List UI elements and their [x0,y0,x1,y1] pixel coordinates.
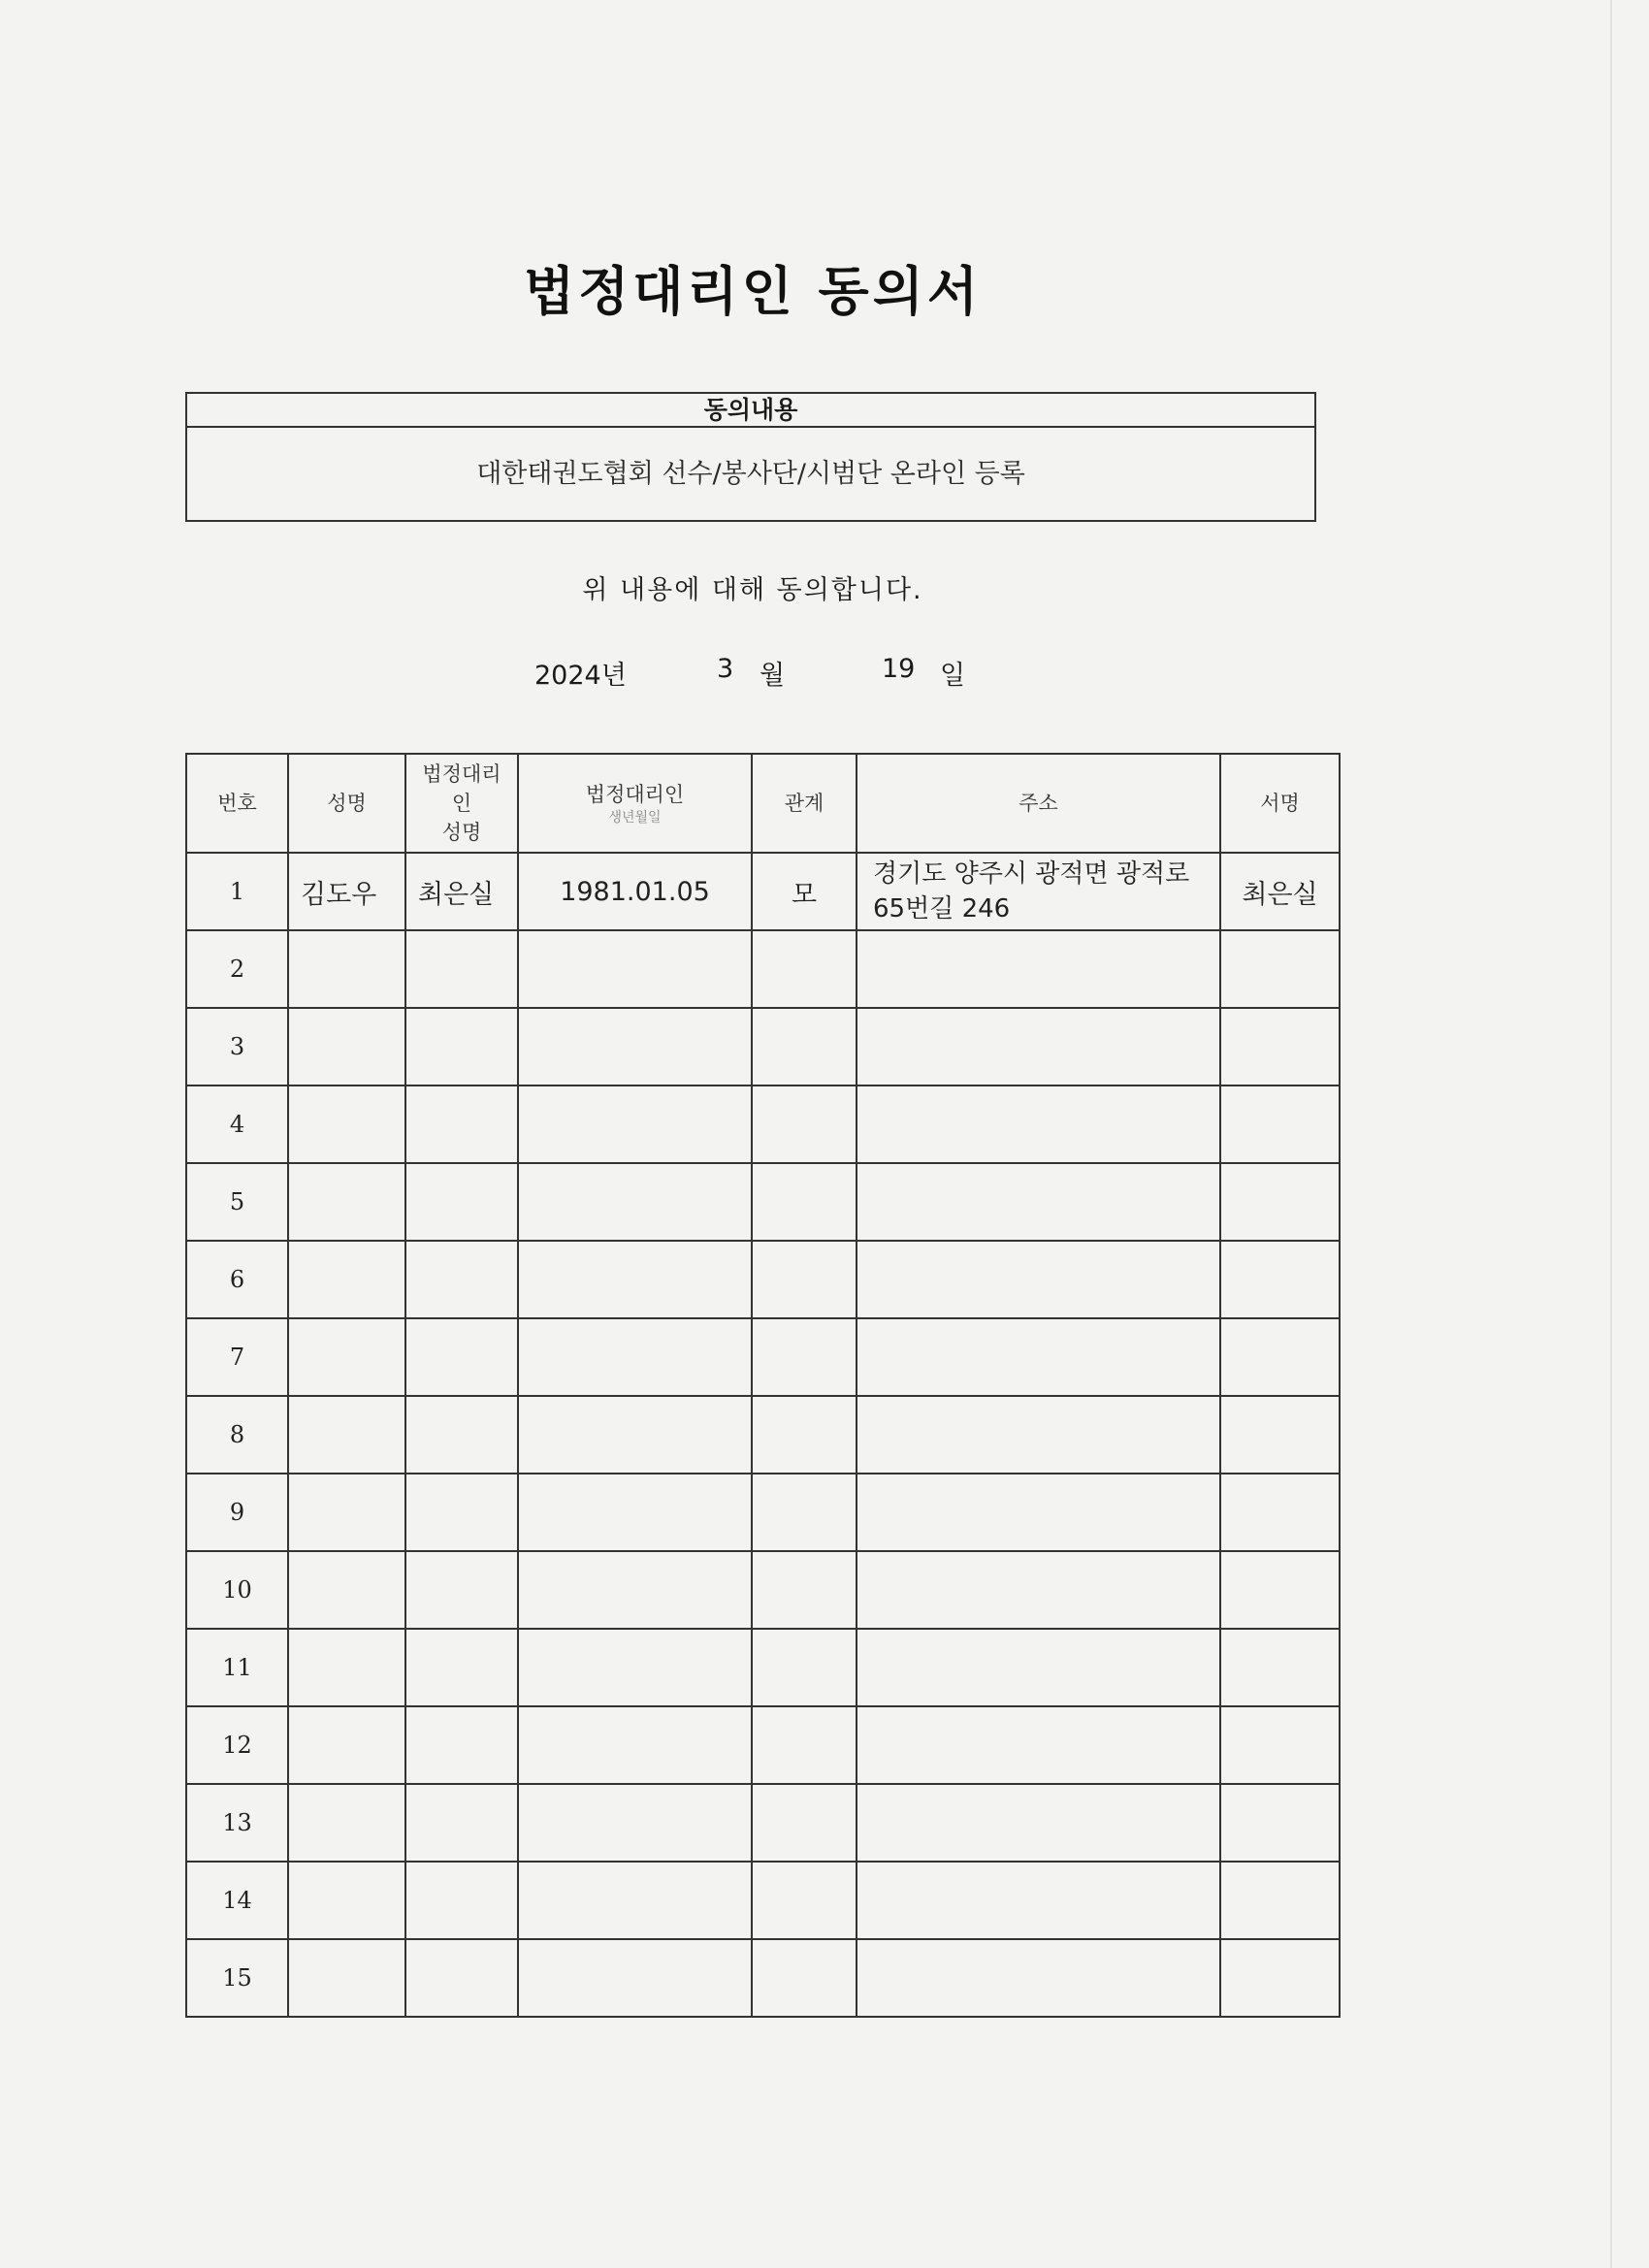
table-row [186,1085,1340,1163]
cell-guardian-name [405,1706,518,1784]
cell-guardian-name [405,1939,518,2017]
table-row [186,1551,1340,1629]
cell-signature [1220,1241,1340,1318]
cell-signature [1220,1551,1340,1629]
cell-address [857,1862,1220,1939]
cell-name [288,1163,405,1241]
col-header-guardian-name-line3: 성명 [441,821,482,844]
table-row [186,930,1340,1008]
col-header-number: 번호 [186,754,288,853]
cell-name [288,930,405,1008]
table-row [186,853,1340,930]
cell-guardian-birth [518,1862,752,1939]
cell-guardian-name [405,1862,518,1939]
cell-name: 김도우 [288,853,405,930]
consent-body: 대한태권도협회 선수/봉사단/시범단 온라인 등록 [476,459,1025,489]
page-edge [1610,0,1612,2268]
cell-address [857,1318,1220,1396]
cell-guardian-birth [518,1396,752,1474]
table-row [186,1008,1340,1085]
table-row [186,1706,1340,1784]
cell-guardian-name [405,1085,518,1163]
cell-signature [1220,1784,1340,1862]
cell-guardian-birth [518,1318,752,1396]
cell-name [288,1241,405,1318]
cell-relation [752,1551,857,1629]
col-header-guardian-name [405,754,518,853]
col-header-guardian-birth [518,754,752,853]
cell-guardian-birth [518,1474,752,1551]
cell-signature [1220,1706,1340,1784]
cell-number: 4 [186,1085,288,1163]
cell-number: 1 [186,853,288,930]
cell-guardian-name [405,1008,518,1085]
cell-number: 8 [186,1396,288,1474]
cell-guardian-birth [518,1784,752,1862]
cell-address [857,930,1220,1008]
cell-address [857,1008,1220,1085]
cell-name [288,1629,405,1706]
col-header-guardian-name-line2: 인 [451,792,472,815]
cell-number: 6 [186,1241,288,1318]
date-month: 3 [717,654,734,684]
col-header-guardian-birth-title: 법정대리인 [585,783,685,806]
cell-guardian-birth: 1981.01.05 [518,853,752,930]
cell-name [288,1474,405,1551]
cell-signature [1220,1163,1340,1241]
table-row [186,1241,1340,1318]
date-day-unit: 일 [940,661,966,691]
cell-number: 2 [186,930,288,1008]
cell-relation [752,1939,857,2017]
cell-guardian-birth [518,1085,752,1163]
cell-guardian-birth [518,930,752,1008]
cell-relation [752,1241,857,1318]
table-row [186,1629,1340,1706]
cell-relation [752,1629,857,1706]
cell-address [857,1241,1220,1318]
cell-address [857,1939,1220,2017]
cell-signature [1220,1318,1340,1396]
cell-signature: 최은실 [1220,853,1340,930]
cell-guardian-name [405,1318,518,1396]
cell-address [857,1396,1220,1474]
cell-guardian-name [405,1474,518,1551]
cell-guardian-name: 최은실 [405,853,518,930]
col-header-address: 주소 [857,754,1220,853]
cell-number: 9 [186,1474,288,1551]
cell-name [288,1318,405,1396]
cell-relation [752,1396,857,1474]
cell-number: 11 [186,1629,288,1706]
cell-guardian-birth [518,1008,752,1085]
cell-address [857,1706,1220,1784]
cell-address [857,1784,1220,1862]
table-row [186,1474,1340,1551]
cell-address: 경기도 양주시 광적면 광적로65번길 246 [857,853,1220,930]
cell-name [288,1396,405,1474]
table-row [186,1318,1340,1396]
cell-number: 3 [186,1008,288,1085]
cell-guardian-name [405,1629,518,1706]
cell-address [857,1474,1220,1551]
cell-number: 14 [186,1862,288,1939]
cell-guardian-birth [518,1163,752,1241]
cell-signature [1220,1862,1340,1939]
cell-relation: 모 [752,853,857,930]
roster-table [185,753,1341,2018]
cell-relation [752,1008,857,1085]
cell-relation [752,1318,857,1396]
cell-guardian-birth [518,1241,752,1318]
cell-guardian-birth [518,1706,752,1784]
cell-relation [752,1784,857,1862]
cell-number: 12 [186,1706,288,1784]
table-body [186,853,1340,2017]
col-header-guardian-name-line1: 법정대리 [422,762,501,786]
cell-signature [1220,1939,1340,2017]
table-header-row [186,754,1340,853]
cell-name [288,1706,405,1784]
cell-signature [1220,1008,1340,1085]
cell-name [288,1784,405,1862]
table-row [186,1862,1340,1939]
col-header-signature: 서명 [1220,754,1340,853]
cell-signature [1220,1085,1340,1163]
col-header-relation: 관계 [752,754,857,853]
cell-guardian-birth [518,1551,752,1629]
cell-number: 10 [186,1551,288,1629]
date-day: 19 [882,654,916,684]
cell-guardian-name [405,1241,518,1318]
cell-guardian-name [405,1551,518,1629]
consent-header: 동의내용 [187,394,1314,428]
cell-relation [752,1085,857,1163]
consent-box [185,392,1316,522]
cell-address [857,1629,1220,1706]
table-row [186,1163,1340,1241]
cell-signature [1220,1474,1340,1551]
col-header-guardian-birth-sub: 생년월일 [608,810,662,826]
cell-relation [752,1163,857,1241]
cell-number: 5 [186,1163,288,1241]
cell-signature [1220,930,1340,1008]
cell-name [288,1862,405,1939]
page-title: 법정대리인 동의서 [523,261,983,322]
cell-address [857,1551,1220,1629]
date-year: 2024년 [534,661,627,691]
cell-guardian-name [405,930,518,1008]
cell-address [857,1085,1220,1163]
cell-name [288,1085,405,1163]
cell-relation [752,1862,857,1939]
cell-guardian-name [405,1784,518,1862]
cell-guardian-birth [518,1629,752,1706]
cell-number: 15 [186,1939,288,2017]
cell-guardian-birth [518,1939,752,2017]
cell-address [857,1163,1220,1241]
table-row [186,1396,1340,1474]
cell-signature [1220,1629,1340,1706]
cell-number: 13 [186,1784,288,1862]
cell-relation [752,1474,857,1551]
table-row [186,1939,1340,2017]
cell-guardian-name [405,1163,518,1241]
cell-signature [1220,1396,1340,1474]
date-line [534,654,981,693]
table-row [186,1784,1340,1862]
date-month-unit: 월 [760,661,786,691]
cell-name [288,1939,405,2017]
agree-statement: 위 내용에 대해 동의합니다. [582,575,923,605]
col-header-name: 성명 [288,754,405,853]
cell-relation [752,1706,857,1784]
cell-guardian-name [405,1396,518,1474]
cell-name [288,1008,405,1085]
cell-relation [752,930,857,1008]
cell-number: 7 [186,1318,288,1396]
cell-name [288,1551,405,1629]
